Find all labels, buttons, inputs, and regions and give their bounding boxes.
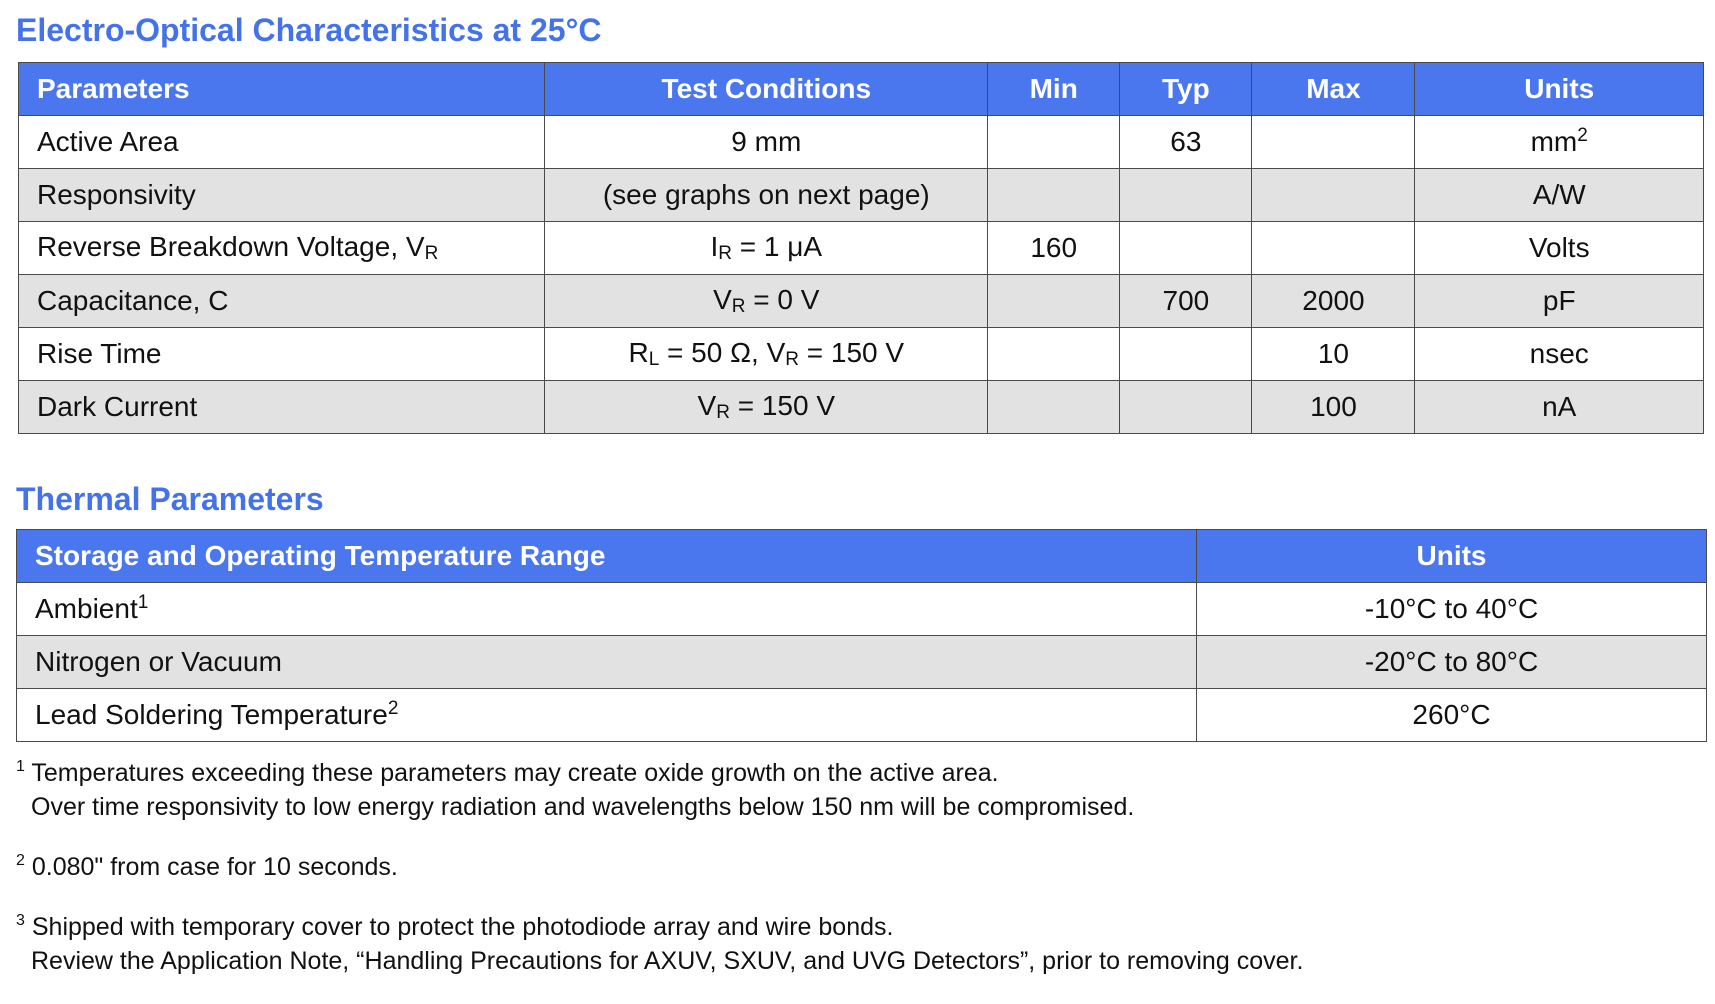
footnote-text: Review the Application Note, “Handling Precautions for AXUV, SXUV, and UVG Detectors”, prior to removing cover. bbox=[31, 947, 1304, 975]
condition-subscript: L bbox=[648, 349, 660, 370]
min-cell: 160 bbox=[988, 222, 1120, 275]
thermal-parameters-table bbox=[16, 529, 1707, 742]
parameter-cell bbox=[19, 222, 545, 275]
typ-cell bbox=[1120, 328, 1252, 381]
unit-cell: A/W bbox=[1415, 169, 1704, 222]
typ-cell bbox=[1120, 169, 1252, 222]
footnote-text: Shipped with temporary cover to protect the photodiode array and wire bonds. bbox=[31, 913, 894, 941]
min-cell bbox=[988, 169, 1120, 222]
min-cell bbox=[988, 275, 1120, 328]
unit-cell: pF bbox=[1415, 275, 1704, 328]
condition-text: R bbox=[628, 337, 649, 368]
table-row bbox=[17, 689, 1707, 742]
max-cell bbox=[1252, 222, 1415, 275]
column-header-min: Min bbox=[988, 63, 1120, 116]
footnote-reference: 1 bbox=[137, 592, 149, 613]
unit-cell bbox=[1415, 116, 1704, 169]
condition-cell: (see graphs on next page) bbox=[545, 169, 988, 222]
min-cell bbox=[988, 381, 1120, 434]
max-cell bbox=[1252, 169, 1415, 222]
condition-cell bbox=[545, 222, 988, 275]
unit-text: mm bbox=[1530, 126, 1578, 157]
condition-text: = 50 Ω, V bbox=[659, 337, 786, 368]
value-cell: 260°C bbox=[1197, 689, 1707, 742]
table-row bbox=[19, 116, 1704, 169]
min-cell bbox=[988, 116, 1120, 169]
condition-text: = 0 V bbox=[745, 284, 820, 315]
column-header-parameters: Parameters bbox=[19, 63, 545, 116]
footnote-text: Temperatures exceeding these parameters may create oxide growth on the active area. bbox=[31, 759, 999, 787]
table-header-row bbox=[17, 530, 1707, 583]
footnote-mark: 1 bbox=[16, 758, 25, 775]
condition-text: = 1 μA bbox=[732, 231, 823, 262]
condition-subscript: R bbox=[785, 349, 799, 370]
parameter-text: Lead Soldering Temperature bbox=[35, 699, 388, 730]
parameter-cell bbox=[17, 583, 1197, 636]
typ-cell: 63 bbox=[1120, 116, 1252, 169]
typ-cell bbox=[1120, 222, 1252, 275]
parameter-subscript: R bbox=[424, 243, 439, 264]
footnote-text: Over time responsivity to low energy radiation and wavelengths below 150 nm will be compromised. bbox=[31, 793, 1135, 821]
min-cell bbox=[988, 328, 1120, 381]
condition-subscript: R bbox=[716, 402, 730, 423]
table-row bbox=[19, 381, 1704, 434]
footnote-3 bbox=[16, 910, 1696, 978]
column-header-test-conditions: Test Conditions bbox=[545, 63, 988, 116]
table-row bbox=[19, 169, 1704, 222]
condition-text: = 150 V bbox=[729, 390, 836, 421]
parameter-cell: Nitrogen or Vacuum bbox=[17, 636, 1197, 689]
column-header-temperature-range: Storage and Operating Temperature Range bbox=[17, 530, 1197, 583]
electro-optical-title: Electro-Optical Characteristics at 25°C bbox=[16, 12, 602, 48]
max-cell: 100 bbox=[1252, 381, 1415, 434]
condition-cell bbox=[545, 275, 988, 328]
footnote-1 bbox=[16, 756, 1696, 824]
unit-superscript: 2 bbox=[1577, 125, 1588, 146]
column-header-units: Units bbox=[1415, 63, 1704, 116]
footnote-text: 0.080" from case for 10 seconds. bbox=[31, 853, 398, 881]
unit-cell: nA bbox=[1415, 381, 1704, 434]
parameter-cell bbox=[17, 689, 1197, 742]
typ-cell: 700 bbox=[1120, 275, 1252, 328]
parameter-cell: Active Area bbox=[19, 116, 545, 169]
footnote-mark: 3 bbox=[16, 912, 25, 929]
table-header-row bbox=[19, 63, 1704, 116]
condition-subscript: R bbox=[718, 243, 732, 264]
condition-subscript: R bbox=[731, 296, 746, 317]
value-cell: -10°C to 40°C bbox=[1197, 583, 1707, 636]
max-cell: 2000 bbox=[1252, 275, 1415, 328]
value-cell: -20°C to 80°C bbox=[1197, 636, 1707, 689]
column-header-units: Units bbox=[1197, 530, 1707, 583]
parameter-cell: Capacitance, C bbox=[19, 275, 545, 328]
footnotes bbox=[16, 756, 1696, 1004]
condition-cell bbox=[545, 381, 988, 434]
condition-text: I bbox=[710, 231, 719, 262]
unit-cell: Volts bbox=[1415, 222, 1704, 275]
table-row bbox=[19, 222, 1704, 275]
table-row bbox=[19, 328, 1704, 381]
thermal-parameters-title: Thermal Parameters bbox=[16, 481, 324, 517]
footnote-reference: 2 bbox=[387, 698, 399, 719]
condition-text: = 150 V bbox=[799, 337, 905, 368]
parameter-cell: Dark Current bbox=[19, 381, 545, 434]
unit-cell: nsec bbox=[1415, 328, 1704, 381]
max-cell bbox=[1252, 116, 1415, 169]
column-header-typ: Typ bbox=[1120, 63, 1252, 116]
condition-text: V bbox=[697, 390, 717, 421]
electro-optical-table bbox=[18, 62, 1704, 434]
condition-text: V bbox=[713, 284, 732, 315]
table-row bbox=[19, 275, 1704, 328]
footnote-2 bbox=[16, 850, 1696, 884]
column-header-max: Max bbox=[1252, 63, 1415, 116]
parameter-cell: Responsivity bbox=[19, 169, 545, 222]
parameter-text: Reverse Breakdown Voltage, V bbox=[37, 231, 425, 262]
parameter-text: Ambient bbox=[35, 593, 138, 624]
condition-cell: 9 mm bbox=[545, 116, 988, 169]
parameter-cell: Rise Time bbox=[19, 328, 545, 381]
typ-cell bbox=[1120, 381, 1252, 434]
condition-cell bbox=[545, 328, 988, 381]
footnote-mark: 2 bbox=[16, 852, 25, 869]
max-cell: 10 bbox=[1252, 328, 1415, 381]
table-row bbox=[17, 583, 1707, 636]
table-row bbox=[17, 636, 1707, 689]
